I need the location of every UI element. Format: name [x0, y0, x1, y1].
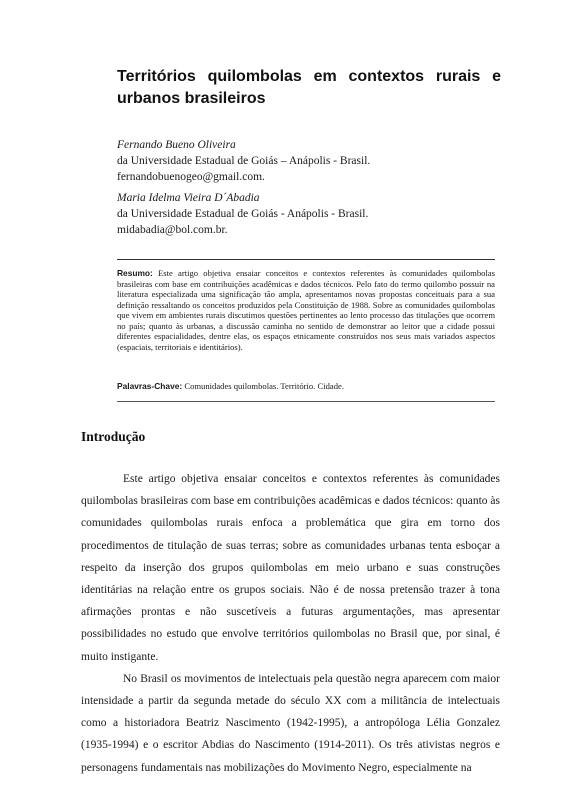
author-affiliation: da Universidade Estadual de Goiás - Anápolis - Brasil.	[117, 208, 369, 220]
author-block-2	[117, 190, 517, 238]
body-text	[81, 468, 500, 779]
paragraph: Este artigo objetiva ensaiar conceitos e contextos referentes às comunidades quilombolas brasileiras com base em contribuições acadêmicas e dados técnicos: quanto às comunidades quilombolas rurais enfoca a problemática que gira em torno dos procedimentos de titulação de suas terras; sobre as comunidades urbanas tenta esboçar a respeito da inserção dos grupos quilombolas em meio urbano e suas construções identitárias na relação entre os grupos sociais. Não é de nossa pretensão trazer à tona afirmações prontas e não suscetíveis a futuras argumentações, mas apresentar possibilidades no estudo que envolve territórios quilombolas no Brasil que, por sinal, é muito instigante.	[81, 473, 500, 663]
author-affiliation: da Universidade Estadual de Goiás – Anápolis - Brasil.	[117, 155, 371, 167]
section-heading: Introdução	[81, 429, 146, 444]
abstract-top-divider	[117, 259, 495, 260]
keywords-text: Comunidades quilombolas. Território. Cidade.	[182, 381, 344, 391]
abstract-label: Resumo:	[117, 268, 153, 278]
author-block-1	[117, 137, 517, 185]
paper-title-line-2: urbanos brasileiros	[117, 90, 266, 107]
paper-title-line-1: Territórios quilombolas em contextos rurais e	[117, 68, 501, 85]
author-name: Maria Idelma Vieira D´Abadia	[117, 192, 260, 204]
author-email: fernandobuenogeo@gmail.com.	[117, 171, 265, 183]
author-email: midabadia@bol.com.br.	[117, 224, 228, 236]
keywords-label: Palavras-Chave:	[117, 381, 183, 391]
paragraph: No Brasil os movimentos de intelectuais pela questão negra aparecem com maior intensidade a partir da segunda metade do século XX com a militância de intelectuais como a historiadora Beatriz Nascimento (1942-1995), a antropóloga Lélia Gonzalez (1935-1994) e o escritor Abdias do Nascimento (1914-2011). Os três ativistas negros e personagens fundamentais nas mobilizações do Movimento Negro, especialmente na	[81, 672, 500, 774]
paper-title	[117, 66, 501, 110]
abstract-text: Este artigo objetiva ensaiar conceitos e contextos referentes às comunidades quilombolas brasileiras com base em contribuições acadêmicas e dados técnicos. Pelo fato do termo quilombo possuir na literatura especializada uma significação tão ampla, apresentamos novas propostas conceituais para a sua definição ressaltando os conceitos produzidos pela Constituição de 1988. Sobre as comunidades quilombolas que vivem em ambientes rurais discutimos questões pertinentes ao lento processo das titulações que ocorrem no país; quanto às urbanas, a discussão caminha no sentido de demonstrar ao leitor que a cidade possui diferentes espacialidades, dentre elas, os espaços etnicamente construídos nos seus mais variados aspectos (espaciais, territoriais e identitários).	[117, 268, 495, 352]
abstract	[117, 268, 495, 352]
author-name: Fernando Bueno Oliveira	[117, 139, 236, 151]
keywords	[117, 381, 495, 392]
abstract-bottom-divider	[117, 401, 495, 402]
